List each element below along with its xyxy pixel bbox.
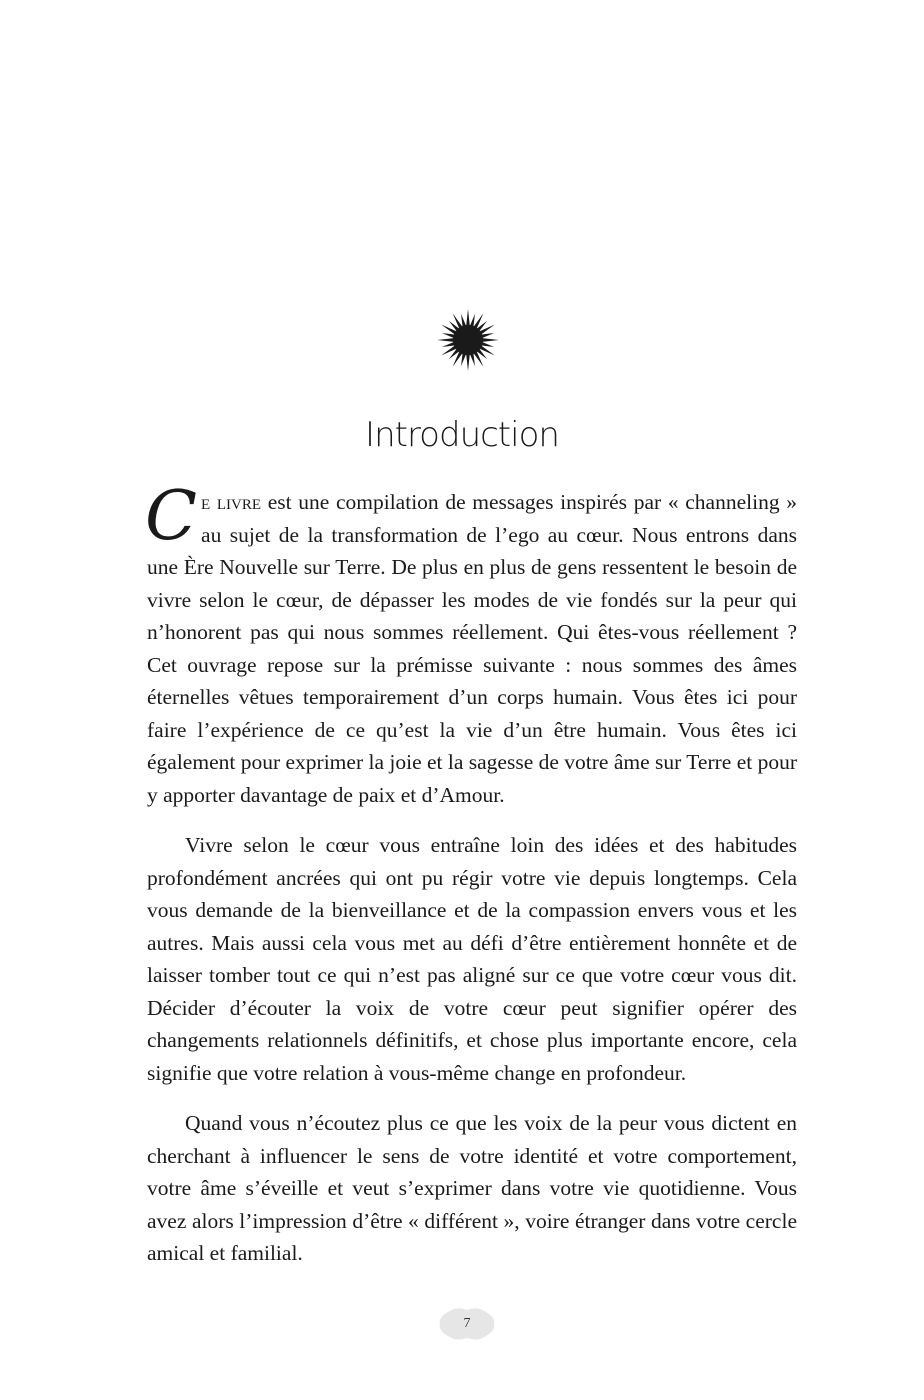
paragraph-1 (145, 477, 797, 811)
paragraph-3: Quand vous n’écoutez plus ce que les voix de la peur vous dictent en cherchant à influencer le sens de votre identité et votre comportement, votre âme s’éveille et veut s’exprimer dans votre vie quotidienne. Vous avez alors l’impression d’être « différent », voire étranger dans votre cercle amical et familial. (147, 1111, 797, 1265)
page-number-badge (438, 1306, 496, 1342)
page-number: 7 (463, 1316, 471, 1331)
body-text (145, 477, 797, 1270)
chapter-title: Introduction (365, 414, 559, 455)
paragraph-2: Vivre selon le cœur vous entraîne loin des idées et des habitudes profondément ancrées qui ont pu régir votre vie depuis longtemps. Cela vous demande de la bienveillance et de la compassion envers vous et les autres. Mais aussi cela vous met au défi d’être entièrement honnête et de laisser tomber tout ce qui n’est pas aligné sur ce que votre cœur vous dit. Décider d’écouter la voix de votre cœur peut signifier opérer des changements relationnels définitifs, et chose plus importante encore, cela signifie que votre relation à vous-même change en profondeur. (147, 833, 797, 1085)
sun-ornament-icon (433, 305, 503, 375)
drop-cap: C (145, 477, 198, 556)
opening-small-caps: e livre (201, 490, 262, 514)
paragraph-1-text: est une compilation de messages inspirés par « channeling » au sujet de la transformation de l’ego au cœur. Nous entrons dans une Ère Nouvelle sur Terre. De plus en plus de gens ressentent le besoin de vivre selon le cœur, de dépasser les modes de vie fondés sur la peur qui n’honorent pas qui nous sommes réellement. Qui êtes-vous réellement ? Cet ouvrage repose sur la prémisse suivante : nous sommes des âmes éternelles vêtues temporairement d’un corps humain. Vous êtes ici pour faire l’expérience de ce qu’est la vie d’un être humain. Vous êtes ici également pour exprimer la joie et la sagesse de votre âme sur Terre et pour y apporter davantage de paix et d’Amour. (147, 490, 797, 807)
